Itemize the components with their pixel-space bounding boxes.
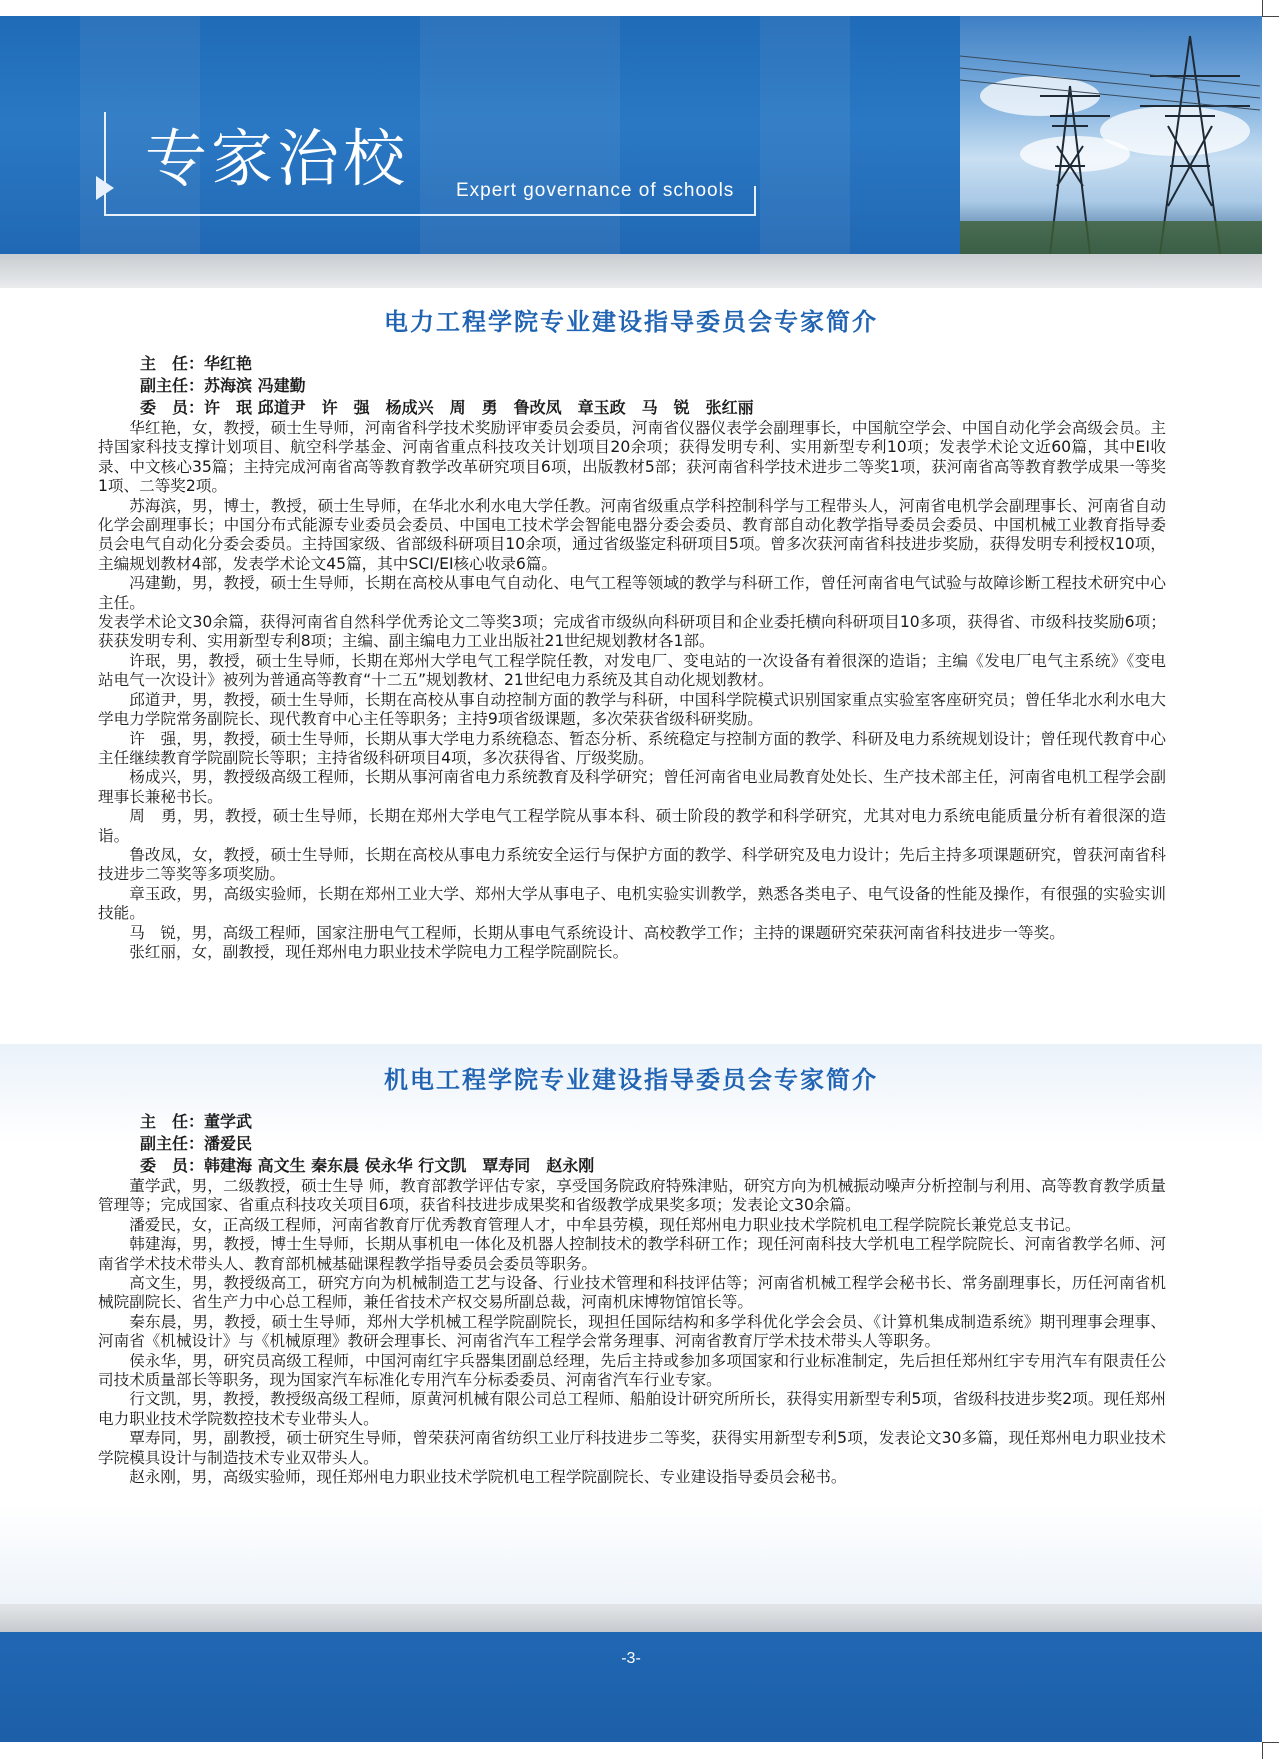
expert-bio: 冯建勤，男，教授，硕士生导师，长期在高校从事电气自动化、电气工程等领域的教学与科研工作，曾任河南省电气试验与故障诊断工程技术研究中心主任。 (98, 574, 1166, 612)
power-tower-photo (960, 16, 1262, 254)
role-members: 委 员：许 珉 邱道尹 许 强 杨成兴 周 勇 鲁改凤 章玉政 马 锐 张红丽 (140, 398, 754, 417)
expert-bio: 章玉政，男，高级实验师，长期在郑州工业大学、郑州大学从事电子、电机实验实训教学，熟悉各类电子、电气设备的性能及操作，有很强的实验实训技能。 (98, 884, 1166, 923)
role-members: 委 员：韩建海 高文生 秦东晨 侯永华 行文凯 覃寿同 赵永刚 (140, 1156, 595, 1175)
page-number: -3- (621, 1650, 641, 1667)
expert-bio: 赵永刚，男，高级实验师，现任郑州电力职业技术学院机电工程学院副院长、专业建设指导委员会秘书。 (129, 1468, 847, 1487)
crop-mark-top-right (1262, 0, 1263, 16)
expert-bio: 高文生，男，教授级高工，研究方向为机械制造工艺与设备、行业技术管理和科技评估等；河南省机械工程学会秘书长、常务副理事长，历任河南省机械院副院长、省生产力中心总工程师，兼任省技术产权交易所副总裁，河南机床博物馆馆长等。 (98, 1274, 1166, 1312)
crop-mark-top-right-h (1262, 16, 1279, 17)
role-director: 主 任：董学武 (140, 1112, 253, 1131)
crop-mark-bottom-right (1262, 1742, 1263, 1759)
section-title: 电力工程学院专业建设指导委员会专家简介 (384, 308, 878, 336)
expert-bio: 秦东晨，男，教授，硕士生导师，郑州大学机械工程学院副院长，现担任国际结构和多学科优化学会会员、《计算机集成制造系统》期刊理事会理事、河南省《机械设计》与《机械原理》教研会理事长、河南省汽车工程学会常务理事、河南省教育厅学术技术带头人等职务。 (98, 1312, 1166, 1351)
expert-bio: 发表学术论文30余篇，获得河南省自然科学优秀论文二等奖3项；完成省市级纵向科研项目和企业委托横向科研项目10多项，获得省、市级科技奖励6项；获获发明专利、实用新型专利8项；主编、副主编电力工业出版社21世纪规划教材各1部。 (98, 613, 1166, 651)
role-deputy-director: 副主任：潘爱民 (140, 1134, 253, 1153)
expert-bio: 潘爱民，女，正高级工程师，河南省教育厅优秀教育管理人才，中牟县劳模，现任郑州电力职业技术学院机电工程学院院长兼党总支书记。 (129, 1215, 1081, 1234)
role-director: 主 任：华红艳 (140, 354, 253, 373)
arrow-icon (96, 176, 114, 200)
power-tower-icon (960, 16, 1262, 254)
expert-bio: 马 锐，男，高级工程师，国家注册电气工程师，长期从事电气系统设计、高校教学工作；主持的课题研究荣获河南省科技进步一等奖。 (129, 923, 1065, 942)
role-deputy-director: 副主任：苏海滨 冯建勤 (140, 376, 306, 395)
expert-bio: 许 强，男，教授，硕士生导师，长期从事大学电力系统稳态、暂态分析、系统稳定与控制方面的教学、科研及电力系统规划设计；曾任现代教育中心主任继续教育学院副院长等职；主持省级科研项目4项，多次获得省、厅级奖励。 (98, 729, 1166, 767)
expert-bio: 侯永华，男，研究员高级工程师，中国河南红宇兵器集团副总经理，先后主持或参加多项国家和行业标准制定，先后担任郑州红宇专用汽车有限责任公司技术质量部长等职务，现为国家汽车标准化专用汽车分标委委员、河南省汽车行业专家。 (98, 1351, 1166, 1390)
expert-bio: 覃寿同，男，副教授，硕士研究生导师，曾荣获河南省纺织工业厅科技进步二等奖，获得实用新型专利5项，发表论文30多篇，现任郑州电力职业技术学院模具设计与制造技术专业双带头人。 (98, 1429, 1166, 1467)
expert-bio: 杨成兴，男，教授级高级工程师，长期从事河南省电力系统教育及科学研究；曾任河南省电业局教育处处长、生产技术部主任，河南省电机工程学会副理事长兼秘书长。 (98, 768, 1166, 806)
banner-stripe (760, 16, 850, 254)
crop-mark-bottom-right-h (1262, 1742, 1279, 1743)
header-banner (0, 16, 1262, 254)
expert-bio: 韩建海，男，教授，博士生导师，长期从事机电一体化及机器人控制技术的教学科研工作；现任河南科技大学机电工程学院院长、河南省教学名师、河南省学术技术带头人、教育部机械基础课程教学指导委员会委员等职务。 (98, 1235, 1166, 1273)
section-power-engineering (0, 302, 1262, 962)
footer-gray-band (0, 1604, 1262, 1632)
section-mechatronics (0, 1060, 1262, 1488)
expert-bio: 许珉，男，教授，硕士生导师，长期在郑州大学电气工程学院任教，对发电厂、变电站的一次设备有着很深的造诣；主编《发电厂电气主系统》《变电站电气一次设计》被列为普通高等教育“十二五”规划教材、21世纪电力系统及其自动化规划教材。 (98, 651, 1166, 690)
expert-bio: 行文凯，男，教授，教授级高级工程师，原黄河机械有限公司总工程师、船舶设计研究所所长，获得实用新型专利5项，省级科技进步奖2项。现任郑州电力职业技术学院数控技术专业带头人。 (98, 1390, 1166, 1428)
expert-bio: 华红艳，女，教授，硕士生导师，河南省科学技术奖励评审委员会委员，河南省仪器仪表学会副理事长，中国航空学会、中国自动化学会高级会员。主持国家科技支撑计划项目、航空科学基金、河南省重点科技攻关计划项目20余项；获得发明专利、实用新型专利10项；发表学术论文近60篇，其中EI收录、中文核心35篇；主持完成河南省高等教育教学改革研究项目6项，出版教材5部；获河南省科学技术进步二等奖1项，获河南省高等教育教学成果一等奖1项、二等奖2项。 (98, 419, 1166, 496)
expert-bio: 董学武，男，二级教授，硕士生导 师，教育部教学评估专家，享受国务院政府特殊津贴，研究方向为机械振动噪声分析控制与利用、高等教育教学质量管理等；完成国家、省重点科技攻关项目6项，获省科技进步成果奖和省级教学成果奖多项；发表论文30余篇。 (98, 1177, 1166, 1215)
title-frame-tick (754, 186, 756, 216)
expert-bio: 鲁改凤，女，教授，硕士生导师，长期在高校从事电力系统安全运行与保护方面的教学、科学研究及电力设计；先后主持多项课题研究，曾获河南省科技进步二等奖等多项奖励。 (98, 845, 1166, 884)
page-title: 专家治校 (145, 122, 410, 195)
expert-bio: 周 勇，男，教授，硕士生导师，长期在郑州大学电气工程学院从事本科、硕士阶段的教学和科学研究，尤其对电力系统电能质量分析有着很深的造诣。 (98, 807, 1166, 845)
expert-bio: 张红丽，女，副教授，现任郑州电力职业技术学院电力工程学院副院长。 (129, 942, 629, 961)
footer-banner (0, 1632, 1262, 1742)
header-gray-band (0, 254, 1262, 288)
expert-bio: 邱道尹，男，教授，硕士生导师，长期在高校从事自动控制方面的教学与科研，中国科学院模式识别国家重点实验室客座研究员；曾任华北水利水电大学电力学院常务副院长、现代教育中心主任等职务；主持9项省级课题，多次荣获省级科研奖励。 (98, 690, 1166, 729)
expert-bio: 苏海滨，男，博士，教授，硕士生导师，在华北水利水电大学任教。河南省级重点学科控制科学与工程带头人，河南省电机学会副理事长、河南省自动化学会副理事长；中国分布式能源专业委员会委员、中国电工技术学会智能电器分委会委员、教育部自动化教学指导委员会委员、中国机械工业教育指导委员会电气自动化分委会委员。主持国家级、省部级科研项目10余项，通过省级鉴定科研项目5项。曾多次获河南省科技进步奖励，获得发明专利授权10项，主编规划教材4部，发表学术论文45篇，其中SCI/EI核心收录6篇。 (98, 496, 1166, 573)
section-title: 机电工程学院专业建设指导委员会专家简介 (384, 1066, 878, 1094)
page-subtitle: Expert governance of schools (456, 180, 735, 201)
